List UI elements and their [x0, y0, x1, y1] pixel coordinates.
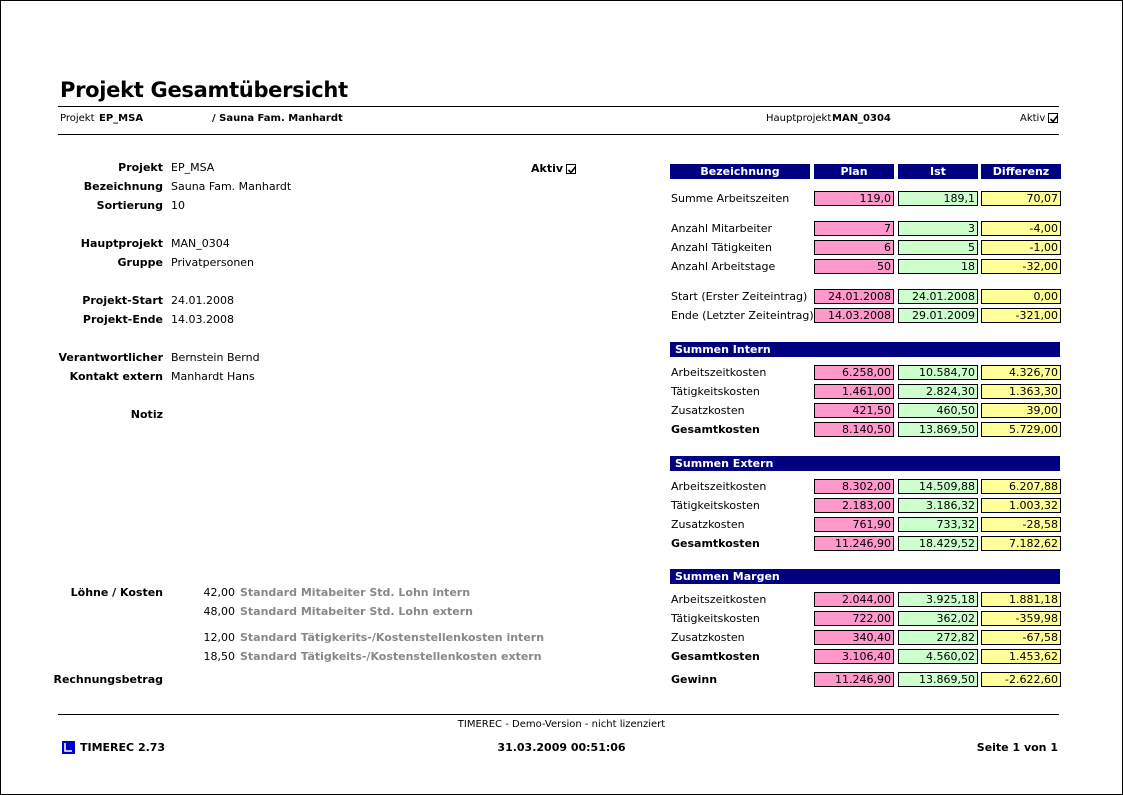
diff-cell: -359,98	[981, 611, 1061, 626]
diff-cell: 0,00	[981, 289, 1061, 304]
ist-cell: 18.429,52	[898, 536, 978, 551]
plan-cell: 421,50	[814, 403, 894, 418]
detail-value: 14.03.2008	[171, 313, 234, 326]
column-header: Plan	[814, 164, 894, 179]
diff-cell: -2.622,60	[981, 672, 1061, 687]
diff-cell: -321,00	[981, 308, 1061, 323]
detail-label: Notiz	[130, 408, 163, 421]
diff-cell: -67,58	[981, 630, 1061, 645]
row-label: Gewinn	[671, 673, 718, 686]
ist-cell: 3.925,18	[898, 592, 978, 607]
detail-value: Sauna Fam. Manhardt	[171, 180, 292, 193]
row-label: Tätigkeitskosten	[671, 499, 760, 512]
checkmark-icon	[567, 165, 577, 175]
plan-cell: 6.258,00	[814, 365, 894, 380]
plan-cell: 8.140,50	[814, 422, 894, 437]
diff-cell: 1.453,62	[981, 649, 1061, 664]
row-label: Anzahl Tätigkeiten	[671, 241, 772, 254]
plan-cell: 24.01.2008	[814, 289, 894, 304]
ist-cell: 18	[898, 259, 978, 274]
ist-cell: 4.560,02	[898, 649, 978, 664]
rate-value: 18,50	[203, 650, 235, 663]
ist-cell: 24.01.2008	[898, 289, 978, 304]
diff-cell: -32,00	[981, 259, 1061, 274]
diff-cell: 4.326,70	[981, 365, 1061, 380]
ist-cell: 13.869,50	[898, 672, 978, 687]
diff-cell: 7.182,62	[981, 536, 1061, 551]
rechnungsbetrag-label: Rechnungsbetrag	[53, 673, 163, 686]
row-label: Tätigkeitskosten	[671, 612, 760, 625]
diff-cell: 39,00	[981, 403, 1061, 418]
row-label: Summe Arbeitszeiten	[671, 192, 790, 205]
rates-label: Löhne / Kosten	[70, 586, 163, 599]
plan-cell: 722,00	[814, 611, 894, 626]
detail-label: Hauptprojekt	[80, 237, 163, 250]
ist-cell: 3	[898, 221, 978, 236]
diff-cell: 1.881,18	[981, 592, 1061, 607]
diff-cell: 6.207,88	[981, 479, 1061, 494]
plan-cell: 2.044,00	[814, 592, 894, 607]
plan-cell: 7	[814, 221, 894, 236]
rate-value: 48,00	[203, 605, 235, 618]
title-divider	[58, 106, 1059, 107]
detail-value: Manhardt Hans	[171, 370, 255, 383]
details-aktiv	[531, 162, 576, 175]
header-projekt-label: Projekt	[60, 113, 95, 124]
ist-cell: 29.01.2009	[898, 308, 978, 323]
plan-cell: 2.183,00	[814, 498, 894, 513]
ist-cell: 460,50	[898, 403, 978, 418]
plan-cell: 11.246,90	[814, 672, 894, 687]
diff-cell: 1.003,32	[981, 498, 1061, 513]
header-projekt-code: EP_MSA	[99, 113, 144, 124]
diff-cell: 1.363,30	[981, 384, 1061, 399]
ist-cell: 3.186,32	[898, 498, 978, 513]
detail-value: Bernstein Bernd	[171, 351, 260, 364]
rate-description: Standard Tätigkeits-/Kostenstellenkosten extern	[240, 650, 542, 663]
row-label: Zusatzkosten	[671, 404, 745, 417]
header-hauptprojekt-code: MAN_0304	[832, 113, 891, 124]
footer-divider	[58, 714, 1059, 715]
diff-cell: -28,58	[981, 517, 1061, 532]
plan-cell: 340,40	[814, 630, 894, 645]
row-label: Gesamtkosten	[671, 537, 760, 550]
app-name: TIMEREC 2.73	[80, 741, 166, 754]
diff-cell: -1,00	[981, 240, 1061, 255]
row-label: Arbeitszeitkosten	[671, 366, 767, 379]
detail-label: Verantwortlicher	[58, 351, 163, 364]
details-aktiv-checkbox[interactable]	[566, 164, 576, 174]
detail-label: Sortierung	[96, 199, 163, 212]
plan-cell: 14.03.2008	[814, 308, 894, 323]
header-aktiv-label: Aktiv	[1020, 113, 1046, 124]
diff-cell: 70,07	[981, 191, 1061, 206]
plan-cell: 11.246,90	[814, 536, 894, 551]
header-projekt-name: / Sauna Fam. Manhardt	[212, 113, 343, 124]
row-label: Gesamtkosten	[671, 423, 760, 436]
ist-cell: 13.869,50	[898, 422, 978, 437]
ist-cell: 272,82	[898, 630, 978, 645]
print-timestamp: 31.03.2009 00:51:06	[497, 741, 626, 754]
column-header: Ist	[898, 164, 978, 179]
plan-cell: 1.461,00	[814, 384, 894, 399]
section-header: Summen Intern	[670, 342, 1060, 357]
header-divider	[58, 134, 1059, 135]
report-title: Projekt Gesamtübersicht	[60, 78, 348, 102]
plan-cell: 6	[814, 240, 894, 255]
detail-value: 10	[171, 199, 185, 212]
rate-value: 12,00	[203, 631, 235, 644]
ist-cell: 362,02	[898, 611, 978, 626]
row-label: Arbeitszeitkosten	[671, 480, 767, 493]
demo-notice: TIMEREC - Demo-Version - nicht lizenziert	[457, 719, 666, 730]
page-number: Seite 1 von 1	[976, 741, 1058, 754]
diff-cell: 5.729,00	[981, 422, 1061, 437]
row-label: Arbeitszeitkosten	[671, 593, 767, 606]
row-label: Zusatzkosten	[671, 631, 745, 644]
detail-label: Projekt-Start	[82, 294, 163, 307]
row-label: Zusatzkosten	[671, 518, 745, 531]
detail-label: Kontakt extern	[69, 370, 163, 383]
checkmark-icon	[1049, 114, 1059, 124]
ist-cell: 189,1	[898, 191, 978, 206]
plan-cell: 119,0	[814, 191, 894, 206]
plan-cell: 8.302,00	[814, 479, 894, 494]
section-header: Summen Margen	[670, 569, 1060, 584]
ist-cell: 2.824,30	[898, 384, 978, 399]
header-aktiv-checkbox[interactable]	[1048, 113, 1058, 123]
detail-label: Projekt-Ende	[82, 313, 163, 326]
detail-value: MAN_0304	[171, 237, 230, 250]
header-aktiv	[1020, 113, 1058, 124]
details-aktiv-label: Aktiv	[531, 162, 564, 175]
detail-value: EP_MSA	[171, 161, 215, 174]
detail-label: Gruppe	[117, 256, 163, 269]
ist-cell: 733,32	[898, 517, 978, 532]
plan-cell: 761,90	[814, 517, 894, 532]
ist-cell: 10.584,70	[898, 365, 978, 380]
ist-cell: 14.509,88	[898, 479, 978, 494]
detail-label: Bezeichnung	[83, 180, 163, 193]
detail-label: Projekt	[118, 161, 163, 174]
row-label: Anzahl Mitarbeiter	[671, 222, 773, 235]
ist-cell: 5	[898, 240, 978, 255]
rate-description: Standard Mitabeiter Std. Lohn extern	[240, 605, 473, 618]
column-header: Bezeichnung	[670, 164, 810, 179]
rate-description: Standard Mitabeiter Std. Lohn intern	[240, 586, 471, 599]
row-label: Gesamtkosten	[671, 650, 760, 663]
diff-cell: -4,00	[981, 221, 1061, 236]
plan-cell: 50	[814, 259, 894, 274]
row-label: Anzahl Arbeitstage	[671, 260, 776, 273]
plan-cell: 3.106,40	[814, 649, 894, 664]
row-label: Ende (Letzter Zeiteintrag)	[671, 309, 814, 322]
rate-value: 42,00	[203, 586, 235, 599]
column-header: Differenz	[981, 164, 1061, 179]
header-hauptprojekt-label: Hauptprojekt	[766, 113, 832, 124]
section-header: Summen Extern	[670, 456, 1060, 471]
detail-value: Privatpersonen	[171, 256, 255, 269]
row-label: Tätigkeitskosten	[671, 385, 760, 398]
rate-description: Standard Tätigkerits-/Kostenstellenkosten intern	[240, 631, 545, 644]
detail-value: 24.01.2008	[171, 294, 234, 307]
row-label: Start (Erster Zeiteintrag)	[671, 290, 808, 303]
